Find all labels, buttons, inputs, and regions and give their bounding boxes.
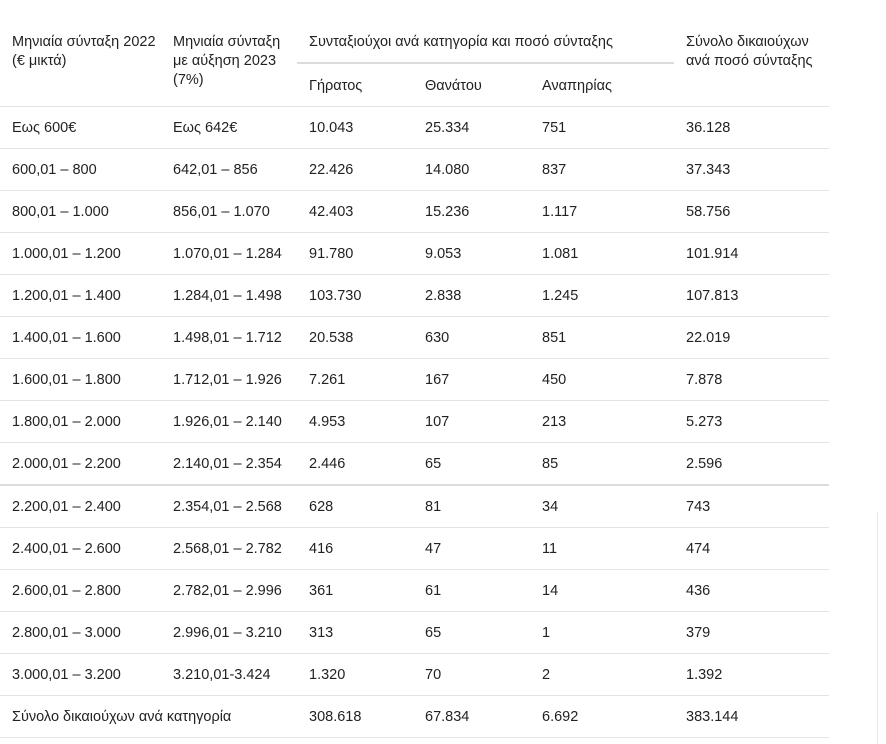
cell-pension-2023: 642,01 – 856 <box>161 149 297 191</box>
cell-disability: 11 <box>530 528 674 570</box>
table-row <box>0 233 829 275</box>
cell-pension-2023: 2.140,01 – 2.354 <box>161 443 297 486</box>
cell-death: 15.236 <box>413 191 530 233</box>
cell-pension-2022: 2.000,01 – 2.200 <box>0 443 161 486</box>
table-row <box>0 275 829 317</box>
cell-disability: 1.117 <box>530 191 674 233</box>
cell-death: 14.080 <box>413 149 530 191</box>
cell-death: 61 <box>413 570 530 612</box>
total-death: 67.834 <box>413 696 530 738</box>
cell-total: 1.392 <box>674 654 829 696</box>
cell-pension-2022: 1.600,01 – 1.800 <box>0 359 161 401</box>
cell-pension-2023: 1.070,01 – 1.284 <box>161 233 297 275</box>
table-row <box>0 107 829 149</box>
total-old-age: 308.618 <box>297 696 413 738</box>
table-row <box>0 317 829 359</box>
cell-old-age: 91.780 <box>297 233 413 275</box>
table-body <box>0 107 829 738</box>
cell-pension-2023: 856,01 – 1.070 <box>161 191 297 233</box>
cell-disability: 1.081 <box>530 233 674 275</box>
pension-table <box>0 22 829 738</box>
cell-death: 47 <box>413 528 530 570</box>
cell-pension-2022: 3.000,01 – 3.200 <box>0 654 161 696</box>
scrollbar-edge <box>877 512 886 744</box>
cell-total: 58.756 <box>674 191 829 233</box>
cell-old-age: 628 <box>297 485 413 528</box>
cell-total: 36.128 <box>674 107 829 149</box>
cell-old-age: 20.538 <box>297 317 413 359</box>
table-row <box>0 191 829 233</box>
table-row <box>0 570 829 612</box>
cell-old-age: 103.730 <box>297 275 413 317</box>
cell-pension-2023: 2.996,01 – 3.210 <box>161 612 297 654</box>
cell-total: 37.343 <box>674 149 829 191</box>
cell-disability: 85 <box>530 443 674 486</box>
cell-pension-2022: 1.200,01 – 1.400 <box>0 275 161 317</box>
cell-total: 7.878 <box>674 359 829 401</box>
cell-total: 743 <box>674 485 829 528</box>
cell-pension-2022: 2.400,01 – 2.600 <box>0 528 161 570</box>
cell-pension-2022: 2.800,01 – 3.000 <box>0 612 161 654</box>
table-row <box>0 401 829 443</box>
cell-pension-2023: Εως 642€ <box>161 107 297 149</box>
cell-pension-2022: 1.400,01 – 1.600 <box>0 317 161 359</box>
cell-pension-2022: 2.600,01 – 2.800 <box>0 570 161 612</box>
total-disability: 6.692 <box>530 696 674 738</box>
cell-total: 379 <box>674 612 829 654</box>
total-label: Σύνολο δικαιούχων ανά κατηγορία <box>0 696 297 738</box>
cell-death: 65 <box>413 443 530 486</box>
cell-pension-2023: 3.210,01-3.424 <box>161 654 297 696</box>
cell-disability: 851 <box>530 317 674 359</box>
cell-pension-2023: 2.568,01 – 2.782 <box>161 528 297 570</box>
cell-total: 5.273 <box>674 401 829 443</box>
header-death: Θανάτου <box>413 63 530 107</box>
cell-pension-2023: 1.712,01 – 1.926 <box>161 359 297 401</box>
cell-total: 22.019 <box>674 317 829 359</box>
table-row <box>0 149 829 191</box>
cell-disability: 1 <box>530 612 674 654</box>
table-row <box>0 359 829 401</box>
cell-total: 474 <box>674 528 829 570</box>
cell-old-age: 416 <box>297 528 413 570</box>
cell-death: 9.053 <box>413 233 530 275</box>
table-row <box>0 528 829 570</box>
cell-death: 25.334 <box>413 107 530 149</box>
header-disability: Αναπηρίας <box>530 63 674 107</box>
cell-total: 436 <box>674 570 829 612</box>
cell-death: 2.838 <box>413 275 530 317</box>
cell-disability: 2 <box>530 654 674 696</box>
cell-old-age: 22.426 <box>297 149 413 191</box>
total-row <box>0 696 829 738</box>
table-row <box>0 485 829 528</box>
cell-old-age: 7.261 <box>297 359 413 401</box>
cell-pension-2022: Εως 600€ <box>0 107 161 149</box>
cell-old-age: 10.043 <box>297 107 413 149</box>
cell-disability: 751 <box>530 107 674 149</box>
table-row <box>0 443 829 486</box>
cell-total: 107.813 <box>674 275 829 317</box>
cell-total: 101.914 <box>674 233 829 275</box>
table-row <box>0 654 829 696</box>
cell-disability: 837 <box>530 149 674 191</box>
cell-old-age: 1.320 <box>297 654 413 696</box>
cell-death: 81 <box>413 485 530 528</box>
cell-death: 70 <box>413 654 530 696</box>
cell-old-age: 42.403 <box>297 191 413 233</box>
cell-pension-2022: 600,01 – 800 <box>0 149 161 191</box>
header-pension-2023: Μηνιαία σύνταξη με αύξηση 2023 (7%) <box>161 22 297 107</box>
header-total-beneficiaries: Σύνολο δικαιούχων ανά ποσό σύνταξης <box>674 22 829 107</box>
cell-death: 65 <box>413 612 530 654</box>
cell-disability: 450 <box>530 359 674 401</box>
cell-disability: 34 <box>530 485 674 528</box>
cell-old-age: 361 <box>297 570 413 612</box>
cell-pension-2023: 2.782,01 – 2.996 <box>161 570 297 612</box>
cell-disability: 213 <box>530 401 674 443</box>
cell-disability: 14 <box>530 570 674 612</box>
cell-death: 167 <box>413 359 530 401</box>
header-pension-2022: Μηνιαία σύνταξη 2022 (€ μικτά) <box>0 22 161 107</box>
cell-pension-2022: 800,01 – 1.000 <box>0 191 161 233</box>
cell-pension-2022: 2.200,01 – 2.400 <box>0 485 161 528</box>
cell-death: 107 <box>413 401 530 443</box>
header-category-group: Συνταξιούχοι ανά κατηγορία και ποσό σύνταξης <box>297 22 674 63</box>
cell-disability: 1.245 <box>530 275 674 317</box>
table-row <box>0 612 829 654</box>
cell-old-age: 313 <box>297 612 413 654</box>
cell-pension-2023: 2.354,01 – 2.568 <box>161 485 297 528</box>
table-header <box>0 22 829 107</box>
total-all: 383.144 <box>674 696 829 738</box>
cell-pension-2023: 1.926,01 – 2.140 <box>161 401 297 443</box>
cell-old-age: 2.446 <box>297 443 413 486</box>
cell-total: 2.596 <box>674 443 829 486</box>
header-old-age: Γήρατος <box>297 63 413 107</box>
cell-pension-2022: 1.000,01 – 1.200 <box>0 233 161 275</box>
cell-pension-2023: 1.498,01 – 1.712 <box>161 317 297 359</box>
cell-pension-2023: 1.284,01 – 1.498 <box>161 275 297 317</box>
cell-pension-2022: 1.800,01 – 2.000 <box>0 401 161 443</box>
cell-old-age: 4.953 <box>297 401 413 443</box>
cell-death: 630 <box>413 317 530 359</box>
